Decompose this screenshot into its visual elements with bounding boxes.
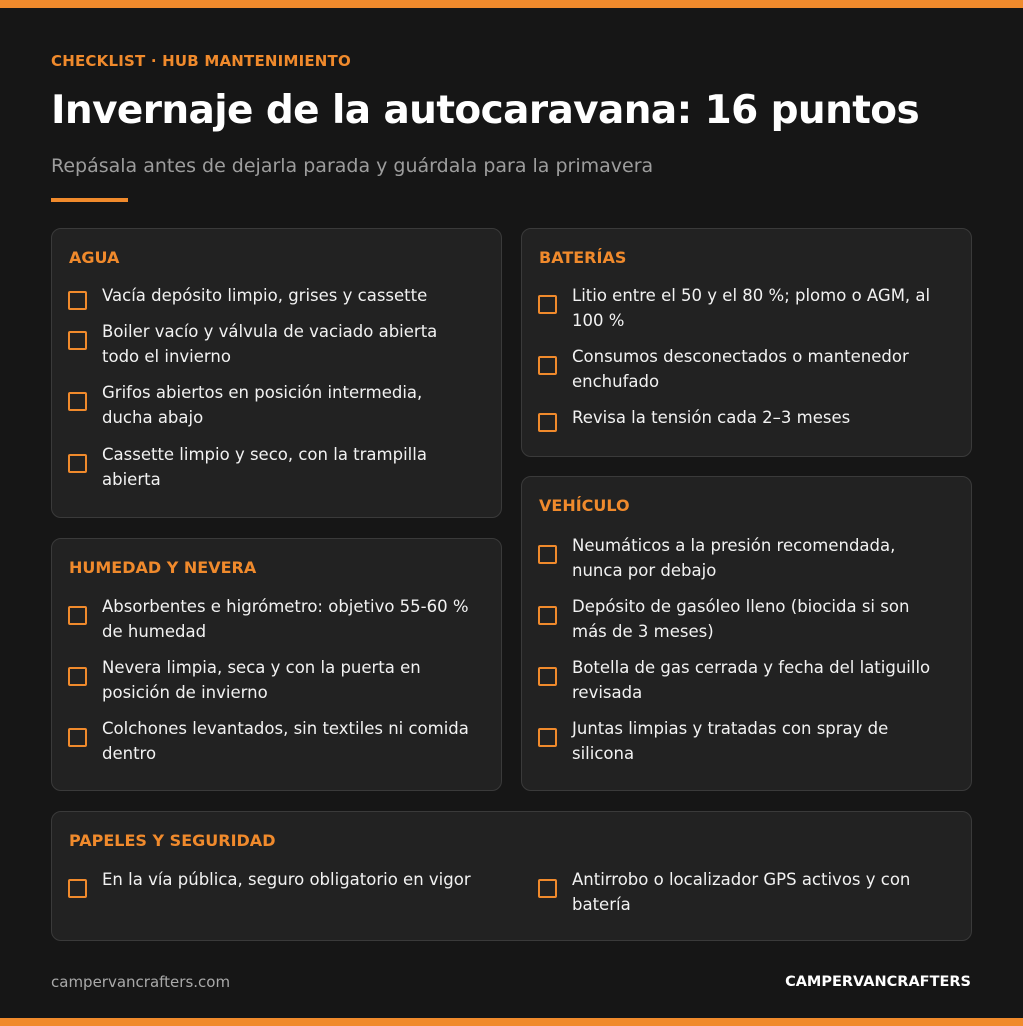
checklist-item [538,716,947,766]
checklist-item [68,867,477,898]
checkbox[interactable] [68,291,87,310]
item-text: Botella de gas cerrada y fecha del latiguillo revisada [572,658,931,702]
card-title-humedad: HUMEDAD Y NEVERA [69,558,257,577]
checkbox[interactable] [68,606,87,625]
checklist-item [68,655,477,705]
item-text: Revisa la tensión cada 2–3 meses [572,408,851,427]
checklist-item [538,405,947,432]
item-text: Nevera limpia, seca y con la puerta en posición de invierno [102,658,421,702]
item-text: Grifos abiertos en posición intermedia, ducha abajo [102,383,423,427]
title-underline [51,198,128,202]
checklist-item [68,442,477,492]
checkbox[interactable] [68,331,87,350]
checklist-item [68,594,477,644]
checklist-item [538,283,947,333]
checklist-item [538,533,947,583]
item-text: Absorbentes e higrómetro: objetivo 55-60 % de humedad [102,597,469,641]
checklist-item [538,594,947,644]
checkbox[interactable] [538,545,557,564]
checkbox[interactable] [538,413,557,432]
card-papeles [51,811,972,941]
checklist-item [538,655,947,705]
card-title-vehiculo: VEHÍCULO [539,496,630,515]
checklist-item [538,867,947,917]
checklist-item [68,716,477,766]
card-vehiculo [521,476,972,791]
checkbox[interactable] [538,295,557,314]
checkbox[interactable] [68,728,87,747]
item-text: Depósito de gasóleo lleno (biocida si son más de 3 meses) [572,597,910,641]
card-humedad [51,538,502,791]
checklist-item [68,380,477,430]
checkbox[interactable] [538,728,557,747]
card-baterias [521,228,972,457]
page-title: Invernaje de la autocaravana: 16 puntos [51,88,920,133]
card-title-baterias: BATERÍAS [539,248,627,267]
footer-brand: CAMPERVANCRAFTERS [785,974,971,990]
item-text: Vacía depósito limpio, grises y cassette [102,286,428,305]
checklist-item [538,344,947,394]
item-text: Consumos desconectados o mantenedor enchufado [572,347,909,391]
footer-website: campervancrafters.com [51,973,231,991]
bottom-accent-bar [0,1018,1023,1026]
item-text: Colchones levantados, sin textiles ni comida dentro [102,719,469,763]
checkbox[interactable] [68,879,87,898]
eyebrow-label: CHECKLIST · HUB MANTENIMIENTO [51,52,351,70]
checkbox[interactable] [538,606,557,625]
item-text: Litio entre el 50 y el 80 %; plomo o AGM, al 100 % [572,286,931,330]
item-text: Cassette limpio y seco, con la trampilla abierta [102,445,427,489]
checkbox[interactable] [68,392,87,411]
page-subtitle: Repásala antes de dejarla parada y guárdala para la primavera [51,155,654,177]
checkbox[interactable] [68,667,87,686]
checklist-item [68,283,477,310]
top-accent-bar [0,0,1023,8]
card-agua [51,228,502,518]
card-title-papeles: PAPELES Y SEGURIDAD [69,831,276,850]
checkbox[interactable] [538,879,557,898]
checkbox[interactable] [68,454,87,473]
checklist-item [68,319,477,369]
item-text: Juntas limpias y tratadas con spray de silicona [572,719,889,763]
item-text: Boiler vacío y válvula de vaciado abierta todo el invierno [102,322,438,366]
item-text: Antirrobo o localizador GPS activos y con batería [572,870,911,914]
card-title-agua: AGUA [69,248,120,267]
checkbox[interactable] [538,356,557,375]
item-text: En la vía pública, seguro obligatorio en vigor [102,870,471,889]
checkbox[interactable] [538,667,557,686]
item-text: Neumáticos a la presión recomendada, nunca por debajo [572,536,896,580]
